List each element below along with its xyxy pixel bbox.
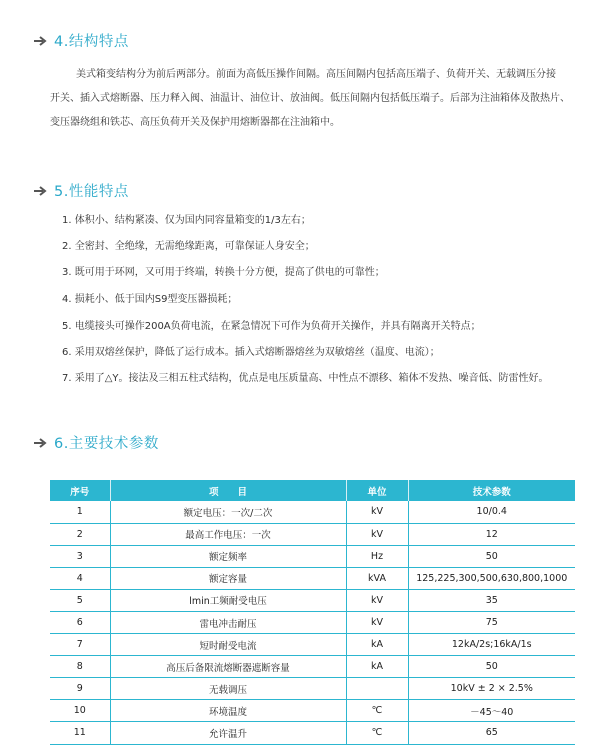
cell-item: 雷电冲击耐压	[110, 611, 346, 633]
cell-item: 无载调压	[110, 678, 346, 700]
cell-unit: ℃	[346, 722, 408, 744]
cell-index: 11	[50, 722, 110, 744]
cell-index: 3	[50, 545, 110, 567]
params-table	[50, 480, 575, 745]
right-arrow-icon	[34, 36, 48, 46]
section-structure-title: 4.结构特点	[54, 34, 129, 50]
cell-index: 4	[50, 567, 110, 589]
list-item: 4. 损耗小、低于国内S9型变压器损耗；	[62, 294, 238, 305]
cell-unit: kA	[346, 656, 408, 678]
cell-item: 环境温度	[110, 700, 346, 722]
cell-value: 12	[408, 523, 575, 545]
table-row	[50, 634, 575, 656]
cell-item: lmin工频耐受电压	[110, 589, 346, 611]
list-item: 6. 采用双熔丝保护，降低了运行成本。插入式熔断器熔丝为双敏熔丝（温度、电流）；	[62, 347, 440, 358]
table-row	[50, 678, 575, 700]
header-value: 技术参数	[408, 480, 575, 501]
table-row	[50, 700, 575, 722]
cell-unit	[346, 678, 408, 700]
cell-value: 35	[408, 589, 575, 611]
table-row	[50, 656, 575, 678]
structure-line-3: 变压器绕组和铁芯、高压负荷开关及保护用熔断器都在注油箱中。	[50, 117, 340, 128]
list-item: 1. 体积小、结构紧凑、仅为国内同容量箱变的1/3左右；	[62, 215, 311, 226]
cell-value: 50	[408, 545, 575, 567]
cell-unit: kV	[346, 589, 408, 611]
table-header-row	[50, 480, 575, 501]
list-item: 3. 既可用于环网，又可用于终端，转换十分方便，提高了供电的可靠性；	[62, 267, 385, 278]
cell-unit: ℃	[346, 700, 408, 722]
section-params-heading	[34, 432, 159, 453]
section-performance-title: 5.性能特点	[54, 184, 129, 200]
cell-item: 允许温升	[110, 722, 346, 744]
cell-item: 额定电压：一次/二次	[110, 501, 346, 523]
list-item: 2. 全密封、全绝缘，无需绝缘距离，可靠保证人身安全；	[62, 241, 315, 252]
table-row	[50, 722, 575, 744]
cell-value: 50	[408, 656, 575, 678]
header-unit: 单位	[346, 480, 408, 501]
cell-index: 9	[50, 678, 110, 700]
cell-value: 10kV ± 2 × 2.5%	[408, 678, 575, 700]
cell-index: 1	[50, 501, 110, 523]
header-item: 项 目	[110, 480, 346, 501]
cell-unit: Hz	[346, 545, 408, 567]
cell-value: 125,225,300,500,630,800,1000	[408, 567, 575, 589]
cell-value: 10/0.4	[408, 501, 575, 523]
header-index: 序号	[50, 480, 110, 501]
right-arrow-icon	[34, 438, 48, 448]
right-arrow-icon	[34, 186, 48, 196]
cell-unit: kVA	[346, 567, 408, 589]
structure-line-1: 美式箱变结构分为前后两部分。前面为高低压操作间隔。高压间隔内包括高压端子、负荷开关、无载调压分接	[76, 69, 556, 80]
cell-item: 最高工作电压：一次	[110, 523, 346, 545]
cell-unit: kV	[346, 523, 408, 545]
table-row	[50, 545, 575, 567]
cell-item: 高压后备限流熔断器遮断容量	[110, 656, 346, 678]
cell-unit: kA	[346, 634, 408, 656]
cell-item: 短时耐受电流	[110, 634, 346, 656]
table-row	[50, 611, 575, 633]
list-item: 7. 采用了△Y。接法及三相五柱式结构，优点是电压质量高、中性点不漂移、箱体不发热、噪音低、防雷性好。	[62, 373, 549, 384]
cell-item: 额定容量	[110, 567, 346, 589]
cell-value: －45～40	[408, 700, 575, 722]
structure-paragraph	[50, 63, 580, 135]
table-row	[50, 523, 575, 545]
cell-index: 7	[50, 634, 110, 656]
table-row	[50, 567, 575, 589]
table-row	[50, 589, 575, 611]
section-structure-heading	[34, 30, 129, 51]
section-performance-heading	[34, 180, 129, 201]
cell-value: 65	[408, 722, 575, 744]
section-params-title: 6.主要技术参数	[54, 436, 159, 452]
structure-line-2: 开关、插入式熔断器、压力释入阀、油温计、油位计、放油阀。低压间隔内包括低压端子。后部为注油箱体及散热片、	[50, 93, 570, 104]
table-row	[50, 501, 575, 523]
cell-value: 75	[408, 611, 575, 633]
cell-value: 12kA/2s;16kA/1s	[408, 634, 575, 656]
cell-index: 5	[50, 589, 110, 611]
cell-index: 6	[50, 611, 110, 633]
cell-item: 额定频率	[110, 545, 346, 567]
cell-index: 2	[50, 523, 110, 545]
list-item: 5. 电缆接头可操作200A负荷电流，在紧急情况下可作为负荷开关操作，并具有隔离开关特点；	[62, 321, 481, 332]
cell-unit: kV	[346, 501, 408, 523]
cell-index: 10	[50, 700, 110, 722]
cell-unit: kV	[346, 611, 408, 633]
cell-index: 8	[50, 656, 110, 678]
